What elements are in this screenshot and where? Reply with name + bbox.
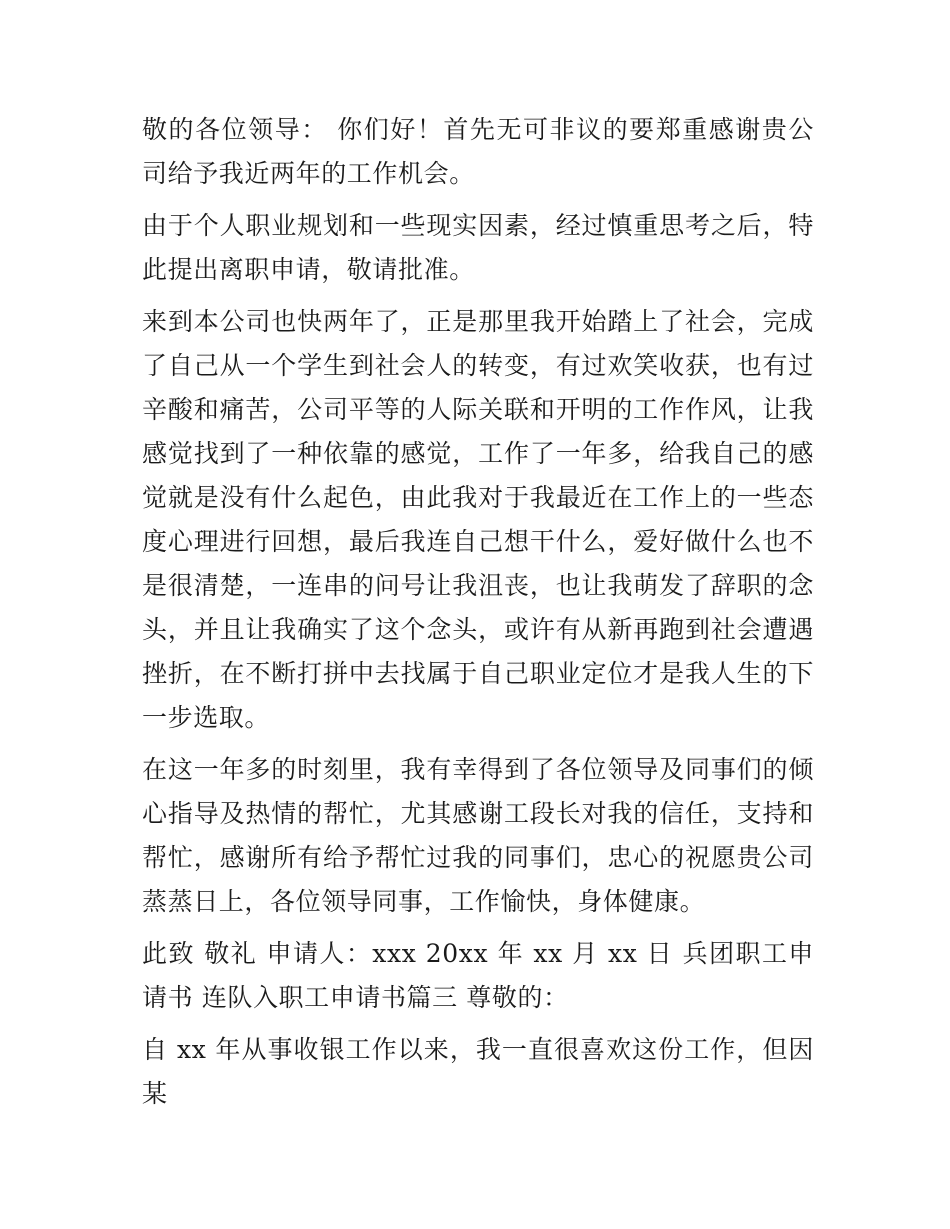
paragraph-thanks: 在这一年多的时刻里，我有幸得到了各位领导及同事们的倾心指导及热情的帮忙，尤其感谢工段长对我的信任，支持和帮忙，感谢所有给予帮忙过我的同事们，忠心的祝愿贵公司蒸蒸日上，各位领导同事，工作愉快，身体健康。 (142, 755, 814, 916)
paragraph-reasons: 来到本公司也快两年了，正是那里我开始踏上了社会，完成了自己从一个学生到社会人的转变，有过欢笑收获，也有过辛酸和痛苦，公司平等的人际关联和开明的工作作风，让我感觉找到了一种依靠的感觉，工作了一年多，给我自己的感觉就是没有什么起色，由此我对于我最近在工作上的一些态度心理进行回想，最后我连自己想干什么，爱好做什么也不是很清楚，一连串的问号让我沮丧，也让我萌发了辞职的念头，并且让我确实了这个念头，或许有从新再跑到社会遭遇挫折，在不断打拼中去找属于自己职业定位才是我人生的下一步选取。 (142, 307, 814, 732)
document-body (142, 108, 814, 1124)
paragraph-closing: 此致 敬礼 申请人：xxx 20xx 年 xx 月 xx 日 兵团职工申请书 连队入职工申请书篇三 尊敬的： (142, 939, 814, 1012)
paragraph-greeting: 敬的各位领导： 你们好！首先无可非议的要郑重感谢贵公司给予我近两年的工作机会。 (142, 115, 814, 188)
paragraph-next-letter: 自 xx 年从事收银工作以来，我一直很喜欢这份工作，但因某 (142, 1035, 814, 1108)
paragraph-resignation-request: 由于个人职业规划和一些现实因素，经过慎重思考之后，特此提出离职申请，敬请批准。 (142, 211, 814, 284)
